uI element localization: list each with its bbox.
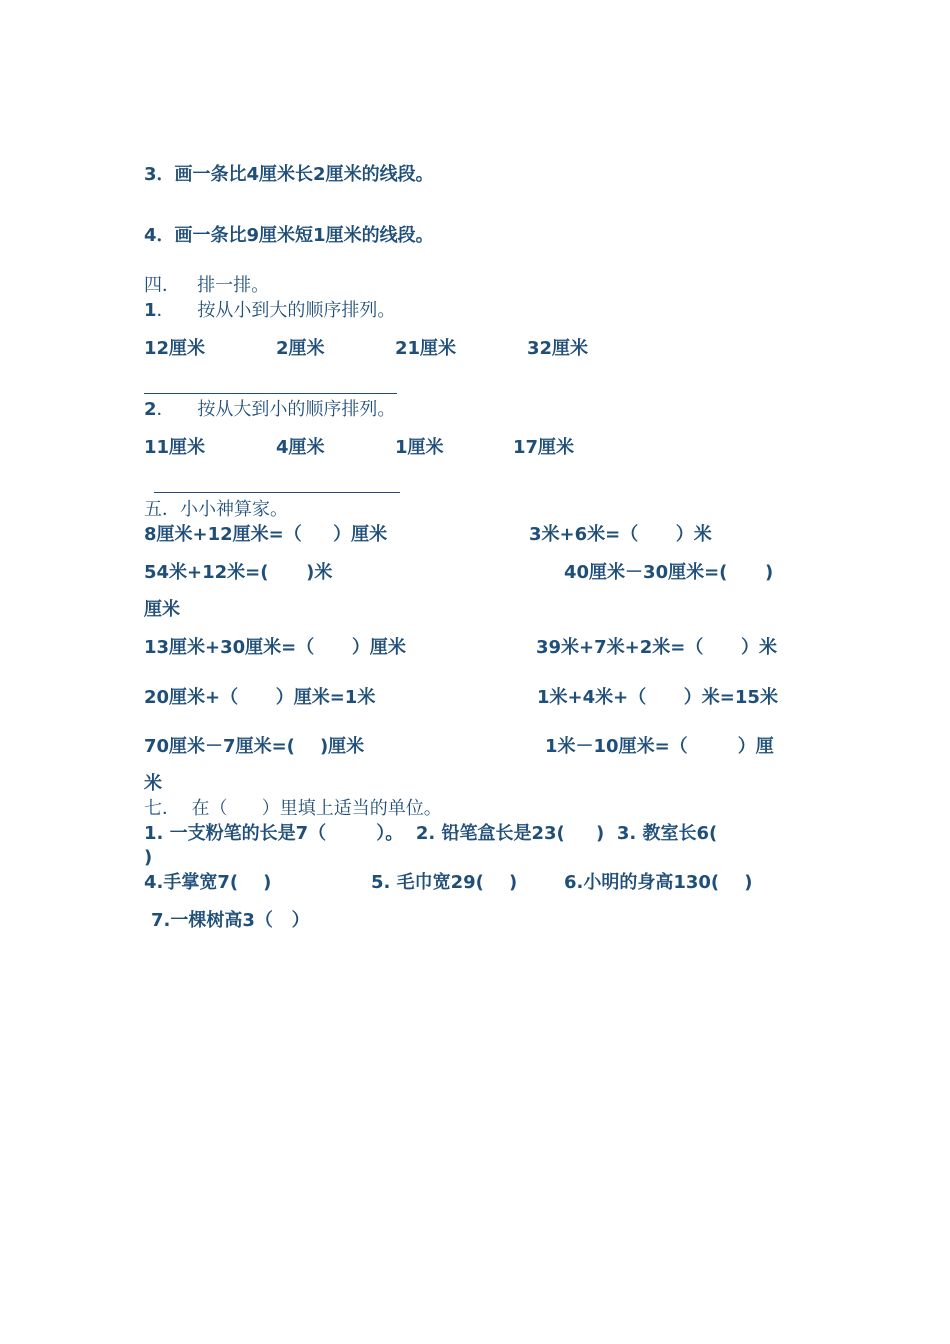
question-4	[144, 224, 434, 248]
value-1cm: 1厘米	[395, 437, 444, 458]
question-4-text: ．画一条比9厘米短1厘米的线段。	[156, 225, 434, 246]
answer-line-2	[154, 492, 400, 493]
units-line-1-continued: )	[144, 847, 153, 868]
value-17cm: 17厘米	[513, 437, 575, 458]
value-21cm: 21厘米	[395, 338, 457, 359]
value-11cm: 11厘米	[144, 437, 206, 458]
question-4-number: 4	[144, 225, 157, 246]
calc-row-2-continued: 厘米	[144, 599, 180, 620]
item-1-text: ． 按从小到大的顺序排列。	[156, 300, 396, 321]
calc-row-5-continued: 米	[144, 773, 162, 794]
question-3-text: ．画一条比4厘米长2厘米的线段。	[156, 164, 434, 185]
question-3-number: 3	[144, 164, 157, 185]
calc-row-4-left: 20厘米+（ ）厘米=1米	[144, 687, 376, 708]
value-2cm: 2厘米	[276, 338, 325, 359]
units-item-6: 6.小明的身高130( )	[564, 872, 753, 893]
calc-row-1-left: 8厘米+12厘米=（ ）厘米	[144, 524, 388, 545]
units-item-5: 5. 毛巾宽29( )	[371, 872, 518, 893]
answer-line-1	[144, 393, 397, 394]
section-5-heading: 五．小小神算家。	[144, 499, 288, 520]
units-item-7: 7.一棵树高3（ ）	[151, 910, 310, 931]
calc-row-2-right: 40厘米－30厘米=( )	[564, 562, 774, 583]
section-7-heading: 七． 在（ ）里填上适当的单位。	[144, 798, 442, 819]
item-2-text: ． 按从大到小的顺序排列。	[156, 399, 396, 420]
value-4cm: 4厘米	[276, 437, 325, 458]
question-3	[144, 163, 434, 187]
item-1-number: 1	[144, 300, 157, 321]
calc-row-3-right: 39米+7米+2米=（ ）米	[536, 637, 777, 658]
calc-row-5-right: 1米－10厘米=（ ）厘	[545, 736, 774, 757]
calc-row-2-left: 54米+12米=( )米	[144, 562, 333, 583]
calc-row-4-right: 1米+4米+（ ）米=15米	[537, 687, 778, 708]
section-4-item-2	[144, 398, 395, 422]
item-2-number: 2	[144, 399, 157, 420]
units-item-4: 4.手掌宽7( )	[144, 872, 272, 893]
calc-row-3-left: 13厘米+30厘米=（ ）厘米	[144, 637, 406, 658]
units-line-1: 1. 一支粉笔的长是7（ ）。 2. 铅笔盒长是23( ) 3. 教室长6(	[144, 823, 718, 844]
value-12cm: 12厘米	[144, 338, 206, 359]
calc-row-5-left: 70厘米－7厘米=( )厘米	[144, 736, 365, 757]
value-32cm: 32厘米	[527, 338, 589, 359]
section-4-heading: 四． 排一排。	[144, 275, 270, 296]
section-4-item-1	[144, 299, 395, 323]
calc-row-1-right: 3米+6米=（ ）米	[529, 524, 712, 545]
